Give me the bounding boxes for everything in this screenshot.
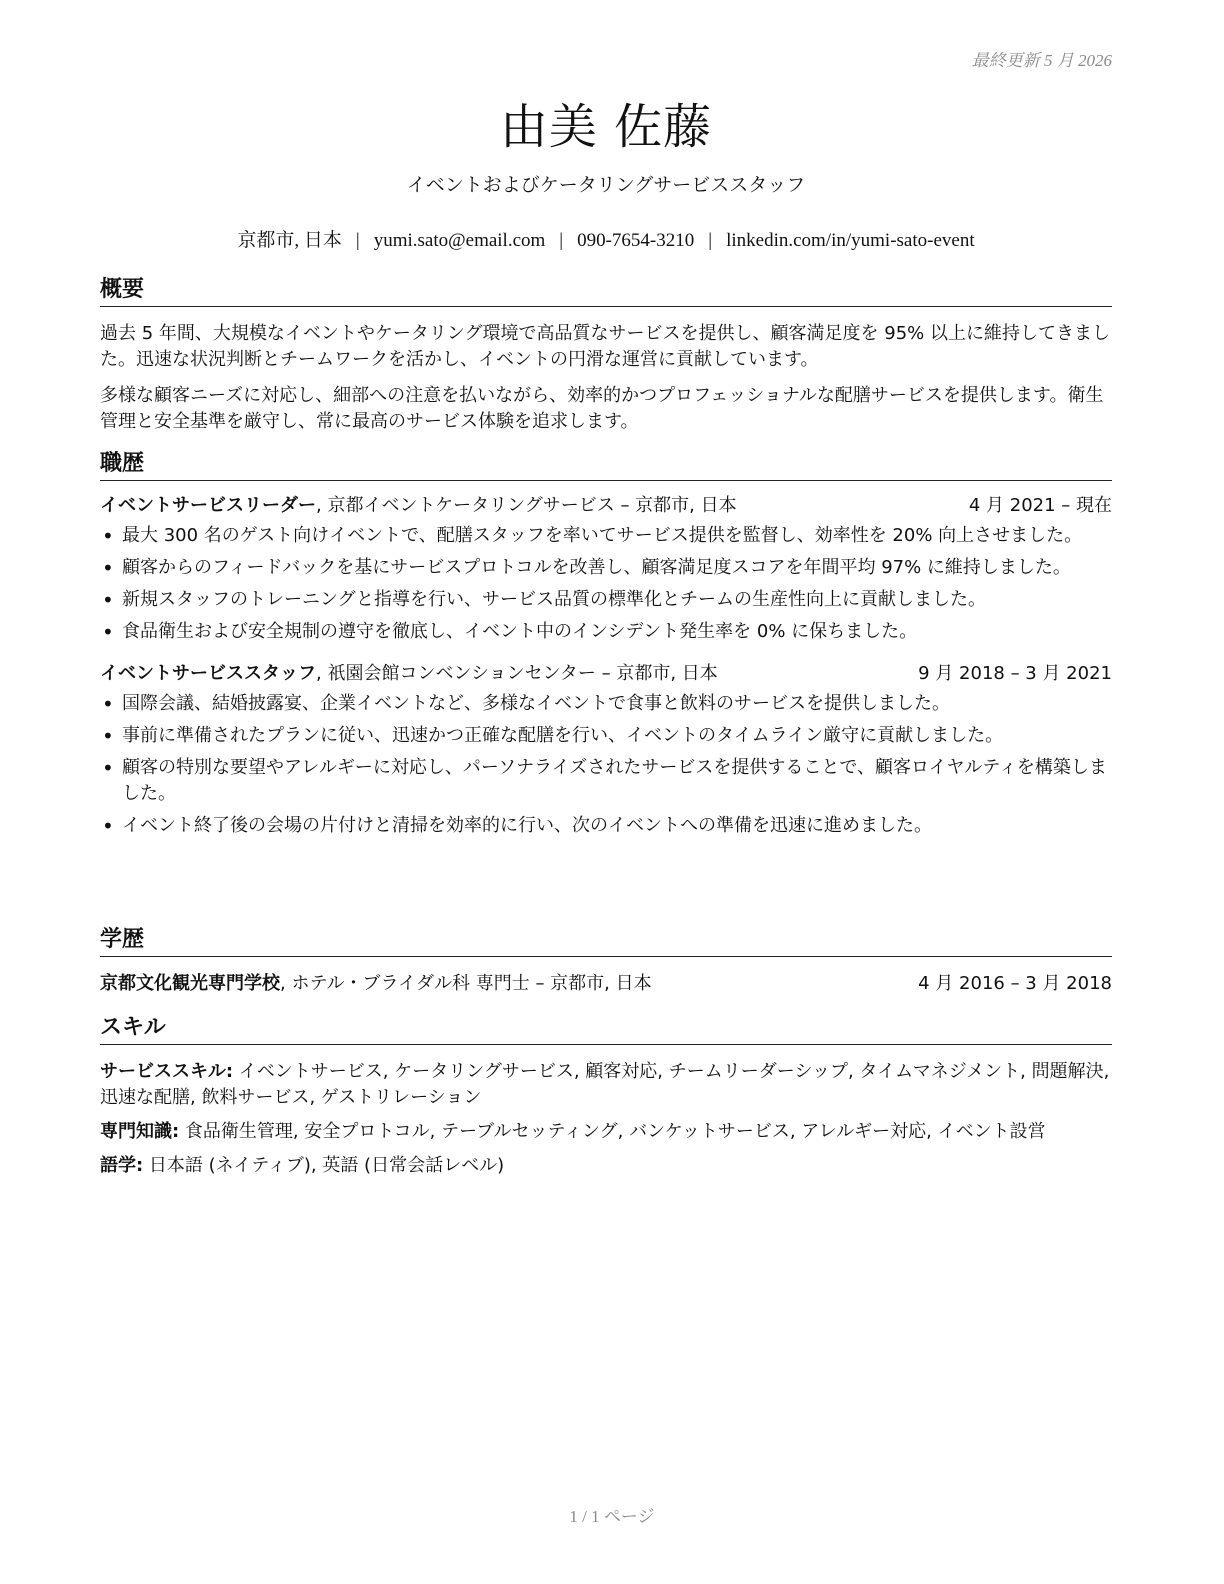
job-role: イベントサービスリーダー xyxy=(100,495,316,516)
job-bullet: • 事前に準備されたプランに従い、迅速かつ正確な配膳を行い、イベントのタイムライン厳守に貢献しました。 xyxy=(100,723,1112,749)
skill-line xyxy=(100,1119,1112,1145)
contact-linkedin[interactable]: linkedin.com/in/yumi-sato-event xyxy=(726,230,975,251)
contact-separator: | xyxy=(559,230,564,251)
contact-separator: | xyxy=(708,230,713,251)
job-bullet: • 国際会議、結婚披露宴、企業イベントなど、多様なイベントで食事と飲料のサービスを提供しました。 xyxy=(100,691,1112,717)
candidate-name: 由美 佐藤 xyxy=(499,99,713,155)
skill-label: サービススキル: xyxy=(100,1061,234,1082)
job-dates: 9 月 2018 – 3 月 2021 xyxy=(918,663,1112,684)
job-organization: , 京都イベントケータリングサービス – 京都市, 日本 xyxy=(316,495,737,516)
job-header xyxy=(100,493,1112,519)
job-bullet: • イベント終了後の会場の片付けと清掃を効率的に行い、次のイベントへの準備を迅速に進めました。 xyxy=(100,813,1112,839)
page-number: 1 / 1 ページ xyxy=(569,1507,655,1526)
summary-section xyxy=(100,276,1112,445)
contact-location: 京都市, 日本 xyxy=(237,230,342,251)
job-bullet: • 顧客の特別な要望やアレルギーに対応し、パーソナライズされたサービスを提供することで、顧客ロイヤルティを構築しました。 xyxy=(100,755,1112,807)
skill-line xyxy=(100,1153,1112,1179)
last-updated: 最終更新 5 月 2026 xyxy=(971,51,1112,70)
skill-text: 食品衛生管理, 安全プロトコル, テーブルセッティング, バンケットサービス, アレルギー対応, イベント設営 xyxy=(179,1121,1046,1142)
skill-label: 語学: xyxy=(100,1155,144,1176)
job-bullet: • 食品衛生および安全規制の遵守を徹底し、イベント中のインシデント発生率を 0% に保ちました。 xyxy=(100,619,1112,645)
job-entry xyxy=(100,661,1112,839)
education-section xyxy=(100,926,1112,997)
experience-heading: 職歴 xyxy=(100,450,1112,481)
resume-page xyxy=(100,0,1112,1584)
job-header xyxy=(100,661,1112,687)
job-dates: 4 月 2021 – 現在 xyxy=(968,495,1112,516)
education-entry xyxy=(100,971,1112,997)
job-bullets xyxy=(100,523,1112,645)
experience-section xyxy=(100,450,1112,845)
contact-email[interactable]: yumi.sato@email.com xyxy=(373,230,546,251)
job-entry xyxy=(100,493,1112,645)
skills-section xyxy=(100,1014,1112,1187)
skills-heading: スキル xyxy=(100,1014,1112,1045)
job-bullets xyxy=(100,691,1112,839)
contact-phone[interactable]: 090-7654-3210 xyxy=(577,230,695,251)
skill-text: 日本語 (ネイティブ), 英語 (日常会話レベル) xyxy=(143,1155,505,1176)
education-school: 京都文化観光専門学校 xyxy=(100,973,280,994)
skill-text: イベントサービス, ケータリングサービス, 顧客対応, チームリーダーシップ, タイムマネジメント, 問題解決, 迅速な配膳, 飲料サービス, ゲストリレーション xyxy=(100,1061,1110,1108)
job-role: イベントサービススタッフ xyxy=(100,663,316,684)
skill-label: 専門知識: xyxy=(100,1121,180,1142)
job-bullet: • 顧客からのフィードバックを基にサービスプロトコルを改善し、顧客満足度スコアを年間平均 97% に維持しました。 xyxy=(100,555,1112,581)
contact-separator: | xyxy=(355,230,360,251)
summary-paragraph: 多様な顧客ニーズに対応し、細部への注意を払いながら、効率的かつプロフェッショナルな配膳サービスを提供します。衛生管理と安全基準を厳守し、常に最高のサービス体験を追求します。 xyxy=(100,385,1104,432)
skill-line xyxy=(100,1059,1112,1111)
summary-paragraph: 過去 5 年間、大規模なイベントやケータリング環境で高品質なサービスを提供し、顧客満足度を 95% 以上に維持してきました。迅速な状況判断とチームワークを活かし、イベントの円滑な運営に貢献しています。 xyxy=(100,323,1110,370)
job-title: イベントおよびケータリングサービススタッフ xyxy=(406,174,806,196)
summary-heading: 概要 xyxy=(100,276,1112,307)
education-dates: 4 月 2016 – 3 月 2018 xyxy=(918,973,1112,994)
education-detail: , ホテル・ブライダル科 専門士 – 京都市, 日本 xyxy=(280,973,652,994)
job-organization: , 祇園会館コンベンションセンター – 京都市, 日本 xyxy=(316,663,718,684)
education-heading: 学歴 xyxy=(100,926,1112,957)
contact-line xyxy=(100,225,1112,252)
job-bullet: • 最大 300 名のゲスト向けイベントで、配膳スタッフを率いてサービス提供を監督し、効率性を 20% 向上させました。 xyxy=(100,523,1112,549)
job-bullet: • 新規スタッフのトレーニングと指導を行い、サービス品質の標準化とチームの生産性向上に貢献しました。 xyxy=(100,587,1112,613)
